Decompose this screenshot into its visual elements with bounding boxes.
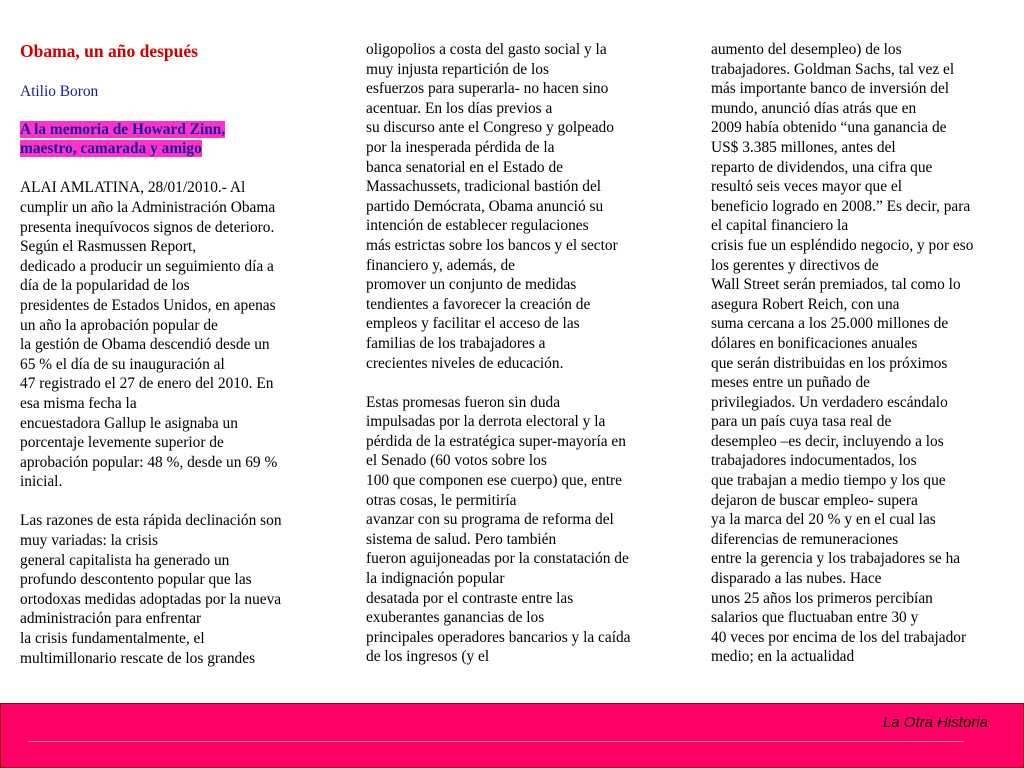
article-title: Obama, un año después: [20, 41, 198, 61]
text-line: 100 que componen ese cuerpo) que, entre: [366, 472, 622, 490]
text-line: impulsadas por la derrota electoral y la: [366, 413, 606, 431]
text-line: de los ingresos (y el: [366, 648, 490, 666]
text-line: más estrictas sobre los bancos y el sector: [366, 236, 618, 254]
text-line: 40 veces por encima de los del trabajador: [711, 628, 967, 646]
text-line: privilegiados. Un verdadero escándalo: [711, 393, 948, 411]
footer-label: La Otra Historia: [882, 714, 988, 731]
text-line: Wall Street serán premiados, tal como lo: [711, 276, 961, 294]
text-line: para un país cuya tasa real de: [711, 413, 892, 431]
column-2-body: [366, 40, 666, 667]
text-line: la crisis fundamentalmente, el: [20, 630, 205, 648]
text-line: salarios que fluctuaban entre 30 y: [711, 609, 919, 627]
text-line: unos 25 años los primeros percibían: [711, 589, 933, 607]
text-line: exuberantes ganancias de los: [366, 609, 545, 627]
text-line: día de la popularidad de los: [20, 277, 190, 295]
text-line: muy injusta repartición de los: [366, 60, 549, 78]
text-line: porcentaje levemente superior de: [20, 434, 224, 452]
text-line: Massachussets, tradicional bastión del: [366, 178, 602, 196]
text-line: intención de establecer regulaciones: [366, 217, 589, 235]
text-line: disparado a las nubes. Hace: [711, 570, 882, 588]
text-line: ortodoxas medidas adoptadas por la nueva: [20, 590, 282, 608]
text-line: esa misma fecha la: [20, 394, 137, 412]
column-3-body: [711, 40, 1011, 667]
text-line: que trabajan a medio tiempo y los que: [711, 472, 946, 490]
text-line: suma cercana a los 25.000 millones de: [711, 315, 949, 333]
text-line: acentuar. En los días previos a: [366, 99, 553, 117]
text-line: presidentes de Estados Unidos, en apenas: [20, 296, 276, 314]
text-line: avanzar con su programa de reforma del: [366, 511, 614, 529]
text-line: Las razones de esta rápida declinación son: [20, 512, 282, 530]
dedication-line: maestro, camarada y amigo: [20, 140, 202, 158]
text-line: resultó seis veces mayor que el: [711, 178, 903, 196]
article-column-3: [711, 40, 1011, 687]
footer-divider: [28, 741, 964, 742]
text-line: principales operadores bancarios y la caída: [366, 628, 631, 646]
text-line: crecientes niveles de educación.: [366, 354, 564, 372]
text-line: familias de los trabajadores a: [366, 334, 546, 352]
text-line: pérdida de la estratégica super-mayoría en: [366, 432, 626, 450]
footer-bar: [0, 703, 1024, 768]
text-line: otras cosas, le permitiría: [366, 491, 517, 509]
text-line: muy variadas: la crisis: [20, 532, 159, 550]
text-line: crisis fue un espléndido negocio, y por eso: [711, 236, 974, 254]
text-line: administración para enfrentar: [20, 610, 202, 628]
text-line: banca senatorial en el Estado de: [366, 158, 563, 176]
text-line: mundo, anunció días atrás que en: [711, 99, 917, 117]
text-line: beneficio logrado en 2008.” Es decir, para: [711, 197, 971, 215]
text-line: inicial.: [20, 473, 63, 491]
text-line: meses entre un puñado de: [711, 374, 870, 392]
text-line: aprobación popular: 48 %, desde un 69 %: [20, 453, 278, 471]
article-column-2: [366, 40, 666, 687]
text-line: un año la aprobación popular de: [20, 316, 218, 334]
text-line: trabajadores. Goldman Sachs, tal vez el: [711, 60, 955, 78]
text-line: dejaron de buscar empleo- supera: [711, 491, 918, 509]
text-line: US$ 3.385 millones, antes del: [711, 138, 896, 156]
text-line: dólares en bonificaciones anuales: [711, 334, 918, 352]
footer-frame: [0, 703, 1024, 768]
text-line: financiero y, además, de: [366, 256, 515, 274]
text-line: 47 registrado el 27 de enero del 2010. En: [20, 375, 274, 393]
text-line: general capitalista ha generado un: [20, 551, 230, 569]
text-line: Estas promesas fueron sin duda: [366, 393, 561, 411]
article-paragraph: [20, 178, 320, 492]
text-line: desempleo –es decir, incluyendo a los: [711, 432, 944, 450]
text-line: oligopolios a costa del gasto social y la: [366, 41, 607, 58]
text-line: aumento del desempleo) de los: [711, 41, 902, 58]
text-line: el Senado (60 votos sobre los: [366, 452, 547, 470]
article-author: Atilio Boron: [20, 83, 99, 100]
text-line: diferencias de remuneraciones: [711, 530, 899, 548]
column-1-body: [20, 178, 320, 668]
text-line: multimillonario rescate de los grandes: [20, 649, 256, 667]
text-line: promover un conjunto de medidas: [366, 276, 577, 294]
text-line: empleos y facilitar el acceso de las: [366, 315, 580, 333]
text-line: los gerentes y directivos de: [711, 256, 879, 274]
text-line: por la inesperada pérdida de la: [366, 138, 555, 156]
text-line: partido Demócrata, Obama anunció su: [366, 197, 604, 215]
article-paragraph: [366, 393, 666, 667]
text-line: ya la marca del 20 % y en el cual las: [711, 511, 936, 529]
text-line: fueron aguijoneadas por la constatación de: [366, 550, 629, 568]
text-line: tendientes a favorecer la creación de: [366, 295, 591, 313]
text-line: desatada por el contraste entre las: [366, 589, 574, 607]
article-paragraph: [20, 511, 320, 668]
text-line: la indignación popular: [366, 570, 505, 588]
article-dedication: [20, 120, 320, 159]
text-line: 2009 había obtenido “una ganancia de: [711, 119, 947, 137]
text-line: dedicado a producir un seguimiento día a: [20, 257, 274, 275]
text-line: profundo descontento popular que las: [20, 571, 252, 589]
article-column-1: [20, 40, 320, 688]
text-line: más importante banco de inversión del: [711, 80, 950, 98]
text-line: asegura Robert Reich, con una: [711, 295, 900, 313]
text-line: entre la gerencia y los trabajadores se ha: [711, 550, 961, 568]
article-paragraph: [366, 40, 666, 373]
text-line: trabajadores indocumentados, los: [711, 452, 917, 470]
dedication-line: A la memoria de Howard Zinn,: [20, 120, 226, 138]
text-line: cumplir un año la Administración Obama: [20, 198, 276, 216]
text-line: presenta inequívocos signos de deterioro.: [20, 218, 275, 236]
text-line: reparto de dividendos, una cifra que: [711, 158, 933, 176]
article-paragraph: [711, 40, 1011, 667]
text-line: Según el Rasmussen Report,: [20, 238, 197, 256]
text-line: sistema de salud. Pero también: [366, 530, 557, 548]
text-line: encuestadora Gallup le asignaba un: [20, 414, 238, 432]
text-line: que serán distribuidas en los próximos: [711, 354, 948, 372]
text-line: su discurso ante el Congreso y golpeado: [366, 119, 614, 137]
text-line: el capital financiero la: [711, 217, 849, 235]
text-line: 65 % el día de su inauguración al: [20, 355, 225, 373]
text-line: esfuerzos para superarla- no hacen sino: [366, 80, 609, 98]
text-line: ALAI AMLATINA, 28/01/2010.- Al: [20, 179, 246, 197]
text-line: la gestión de Obama descendió desde un: [20, 336, 270, 354]
text-line: medio; en la actualidad: [711, 648, 855, 666]
